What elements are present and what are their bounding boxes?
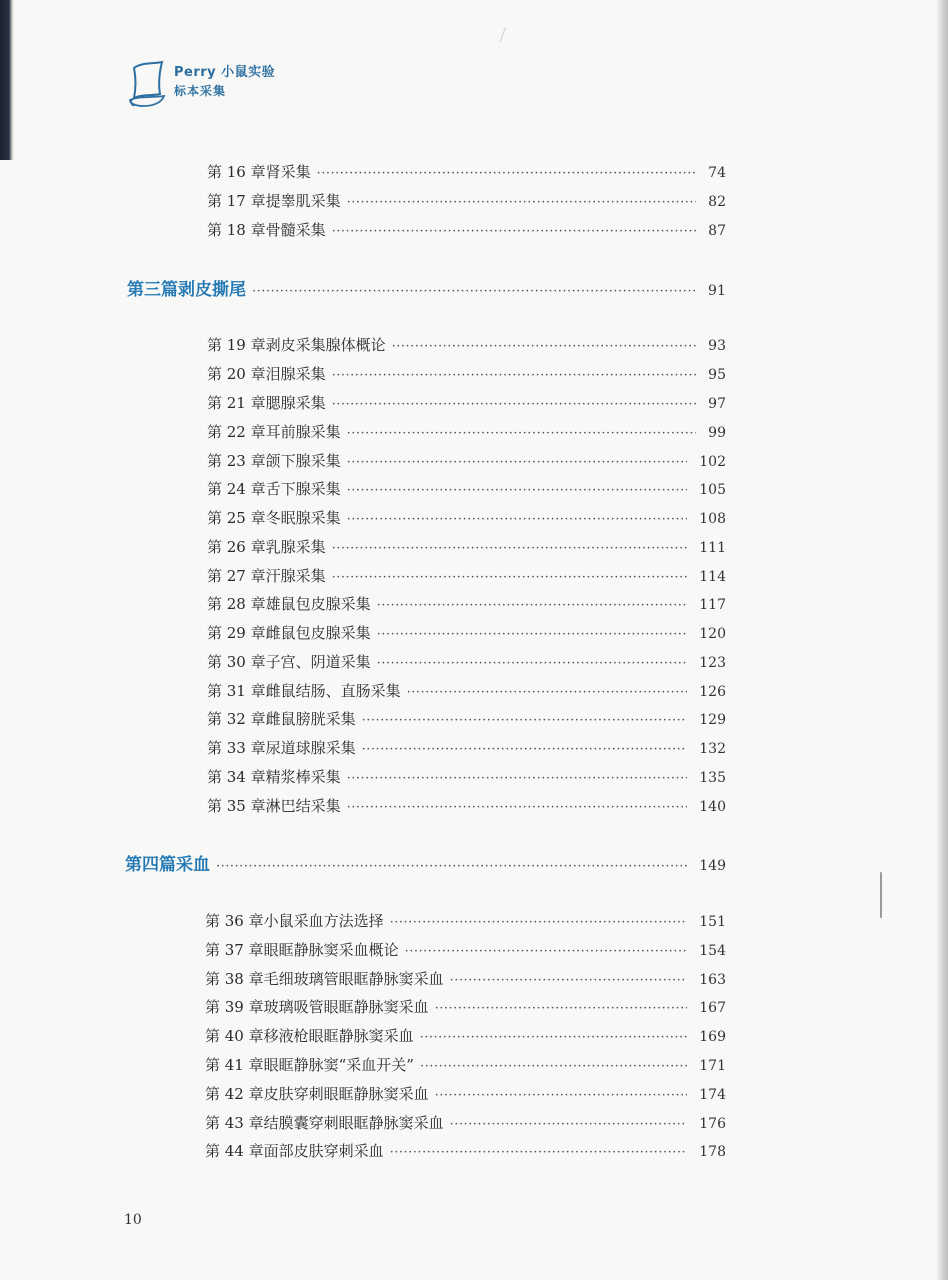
- chapter-page: 120: [699, 626, 726, 642]
- chapter-page: 97: [708, 396, 726, 412]
- leader-dots: [216, 854, 687, 880]
- scan-smudge: [499, 27, 511, 44]
- toc-chapter-28[interactable]: [207, 593, 726, 615]
- chapter-page: 126: [699, 684, 726, 700]
- chapter-title: 雄鼠包皮腺采集: [265, 595, 371, 613]
- toc-chapter-20[interactable]: [207, 363, 726, 385]
- leader-dots: [347, 509, 688, 531]
- chapter-title: 移液枪眼眶静脉窦采血: [263, 1027, 414, 1045]
- leader-dots: [392, 336, 697, 358]
- chapter-title: 雌鼠膀胱采集: [265, 710, 356, 728]
- leader-dots: [332, 221, 697, 243]
- toc-chapter-17[interactable]: [207, 190, 726, 212]
- chapter-number: 第 20 章: [207, 365, 266, 383]
- leader-dots: [377, 653, 688, 675]
- toc-chapter-31[interactable]: [207, 680, 726, 702]
- chapter-page: 171: [699, 1058, 726, 1074]
- chapter-page: 87: [708, 223, 726, 239]
- chapter-page: 129: [699, 712, 726, 728]
- leader-dots: [347, 797, 688, 819]
- chapter-number: 第 40 章: [205, 1027, 264, 1045]
- leader-dots: [347, 423, 697, 445]
- toc-chapter-21[interactable]: [207, 392, 726, 414]
- chapter-page: 82: [708, 194, 726, 210]
- toc-chapter-39[interactable]: [205, 996, 726, 1018]
- toc-chapter-32[interactable]: [207, 708, 726, 730]
- chapter-title: 尿道球腺采集: [265, 739, 356, 757]
- toc-chapter-36[interactable]: [205, 910, 726, 932]
- chapter-title: 玻璃吸管眼眶静脉窦采血: [263, 998, 429, 1016]
- chapter-page: 163: [699, 972, 726, 988]
- chapter-title: 乳腺采集: [265, 538, 326, 556]
- leader-dots: [252, 279, 696, 305]
- chapter-number: 第 22 章: [207, 423, 266, 441]
- header-book-subtitle: 标本采集: [174, 84, 227, 98]
- leader-dots: [435, 998, 688, 1020]
- chapter-number: 第 44 章: [205, 1142, 264, 1160]
- leader-dots: [390, 1142, 688, 1164]
- chapter-page: 178: [699, 1144, 726, 1160]
- chapter-number: 第 21 章: [207, 394, 266, 412]
- chapter-page: 93: [708, 338, 726, 354]
- chapter-title: 眼眶静脉窦“采血开关”: [263, 1056, 414, 1074]
- chapter-page: 132: [699, 741, 726, 757]
- chapter-title: 肾采集: [265, 163, 311, 181]
- chapter-title: 眼眶静脉窦采血概论: [263, 941, 399, 959]
- leader-dots: [435, 1085, 688, 1107]
- chapter-page: 111: [699, 540, 726, 556]
- leader-dots: [377, 624, 688, 646]
- chapter-page: 169: [699, 1029, 726, 1045]
- toc-chapter-34[interactable]: [207, 766, 726, 788]
- leader-dots: [347, 452, 688, 474]
- toc-chapter-44[interactable]: [205, 1140, 726, 1162]
- chapter-title: 淋巴结采集: [265, 797, 341, 815]
- leader-dots: [405, 941, 688, 963]
- toc-chapter-40[interactable]: [205, 1025, 726, 1047]
- chapter-number: 第 28 章: [207, 595, 266, 613]
- chapter-number: 第 37 章: [205, 941, 264, 959]
- leader-dots: [362, 739, 688, 761]
- chapter-title: 毛细玻璃管眼眶静脉窦采血: [263, 970, 444, 988]
- toc-chapter-19[interactable]: [207, 334, 726, 356]
- chapter-number: 第 25 章: [207, 509, 266, 527]
- leader-dots: [347, 480, 688, 502]
- chapter-title: 雌鼠结肠、直肠采集: [265, 682, 401, 700]
- chapter-number: 第 35 章: [207, 797, 266, 815]
- scan-mark: [880, 872, 882, 918]
- part-page: 149: [699, 858, 726, 874]
- chapter-number: 第 18 章: [207, 221, 266, 239]
- toc-chapter-26[interactable]: [207, 536, 726, 558]
- toc-chapter-35[interactable]: [207, 795, 726, 817]
- chapter-number: 第 19 章: [207, 336, 266, 354]
- chapter-title: 颌下腺采集: [265, 452, 341, 470]
- chapter-number: 第 43 章: [205, 1114, 264, 1132]
- leader-dots: [420, 1027, 688, 1049]
- leader-dots: [332, 365, 697, 387]
- chapter-title: 结膜囊穿刺眼眶静脉窦采血: [263, 1114, 444, 1132]
- chapter-title: 泪腺采集: [265, 365, 326, 383]
- leader-dots: [332, 538, 688, 560]
- chapter-number: 第 34 章: [207, 768, 266, 786]
- leader-dots: [390, 912, 688, 934]
- chapter-title: 耳前腺采集: [265, 423, 341, 441]
- part-title: 采血: [176, 855, 210, 875]
- chapter-page: 99: [708, 425, 726, 441]
- chapter-page: 167: [699, 1000, 726, 1016]
- chapter-title: 剥皮采集腺体概论: [265, 336, 386, 354]
- chapter-title: 冬眠腺采集: [265, 509, 341, 527]
- toc-chapter-43[interactable]: [205, 1112, 726, 1134]
- part-number: 第三篇: [127, 280, 178, 300]
- chapter-title: 子宫、阴道采集: [265, 653, 371, 671]
- chapter-number: 第 27 章: [207, 567, 266, 585]
- toc-chapter-37[interactable]: [205, 939, 726, 961]
- chapter-title: 骨髓采集: [265, 221, 326, 239]
- page-edge-left: [0, 0, 14, 160]
- chapter-number: 第 16 章: [207, 163, 266, 181]
- chapter-page: 114: [699, 569, 726, 585]
- chapter-number: 第 38 章: [205, 970, 264, 988]
- chapter-number: 第 30 章: [207, 653, 266, 671]
- toc-chapter-27[interactable]: [207, 565, 726, 587]
- chapter-page: 95: [708, 367, 726, 383]
- page-number: 10: [124, 1212, 142, 1228]
- chapter-number: 第 24 章: [207, 480, 266, 498]
- part-title: 剥皮撕尾: [178, 280, 246, 300]
- toc-chapter-29[interactable]: [207, 622, 726, 644]
- chapter-page: 135: [699, 770, 726, 786]
- chapter-title: 提睾肌采集: [265, 192, 341, 210]
- chapter-number: 第 32 章: [207, 710, 266, 728]
- toc-chapter-42[interactable]: [205, 1083, 726, 1105]
- chapter-page: 108: [699, 511, 726, 527]
- leader-dots: [317, 163, 697, 185]
- chapter-number: 第 42 章: [205, 1085, 264, 1103]
- toc-chapter-24[interactable]: [207, 478, 726, 500]
- part-number: 第四篇: [125, 855, 176, 875]
- part-page: 91: [708, 283, 726, 299]
- chapter-number: 第 33 章: [207, 739, 266, 757]
- chapter-title: 面部皮肤穿刺采血: [263, 1142, 384, 1160]
- chapter-page: 176: [699, 1116, 726, 1132]
- toc-chapter-16[interactable]: [207, 161, 726, 183]
- chapter-number: 第 29 章: [207, 624, 266, 642]
- leader-dots: [420, 1056, 687, 1078]
- chapter-page: 123: [699, 655, 726, 671]
- toc-chapter-41[interactable]: [205, 1054, 726, 1076]
- chapter-title: 皮肤穿刺眼眶静脉窦采血: [263, 1085, 429, 1103]
- chapter-page: 117: [699, 597, 726, 613]
- chapter-title: 舌下腺采集: [265, 480, 341, 498]
- leader-dots: [407, 682, 688, 704]
- toc-chapter-22[interactable]: [207, 421, 726, 443]
- chapter-title: 汗腺采集: [265, 567, 326, 585]
- leader-dots: [450, 1114, 688, 1136]
- chapter-page: 74: [708, 165, 726, 181]
- toc-chapter-30[interactable]: [207, 651, 726, 673]
- toc-part-4[interactable]: [125, 852, 726, 878]
- toc-part-3[interactable]: [127, 277, 726, 303]
- chapter-number: 第 23 章: [207, 452, 266, 470]
- leader-dots: [332, 567, 688, 589]
- chapter-page: 140: [699, 799, 726, 815]
- page-edge-right: [936, 0, 948, 1280]
- chapter-title: 腮腺采集: [265, 394, 326, 412]
- leader-dots: [362, 710, 688, 732]
- toc-chapter-18[interactable]: [207, 219, 726, 241]
- chapter-title: 小鼠采血方法选择: [263, 912, 384, 930]
- header-book-title: Perry 小鼠实验: [174, 65, 276, 80]
- leader-dots: [450, 970, 688, 992]
- chapter-number: 第 41 章: [205, 1056, 264, 1074]
- chapter-page: 102: [699, 454, 726, 470]
- chapter-title: 雌鼠包皮腺采集: [265, 624, 371, 642]
- chapter-number: 第 36 章: [205, 912, 264, 930]
- chapter-number: 第 26 章: [207, 538, 266, 556]
- scroll-logo-icon: [124, 60, 170, 110]
- running-header: [124, 60, 324, 112]
- leader-dots: [332, 394, 697, 416]
- chapter-page: 174: [699, 1087, 726, 1103]
- toc-chapter-25[interactable]: [207, 507, 726, 529]
- toc-chapter-33[interactable]: [207, 737, 726, 759]
- chapter-number: 第 39 章: [205, 998, 264, 1016]
- chapter-number: 第 17 章: [207, 192, 266, 210]
- chapter-page: 154: [699, 943, 726, 959]
- leader-dots: [347, 768, 688, 790]
- leader-dots: [347, 192, 697, 214]
- chapter-page: 105: [699, 482, 726, 498]
- chapter-page: 151: [699, 914, 726, 930]
- toc-chapter-38[interactable]: [205, 968, 726, 990]
- chapter-title: 精浆棒采集: [265, 768, 341, 786]
- chapter-number: 第 31 章: [207, 682, 266, 700]
- leader-dots: [377, 595, 688, 617]
- toc-chapter-23[interactable]: [207, 450, 726, 472]
